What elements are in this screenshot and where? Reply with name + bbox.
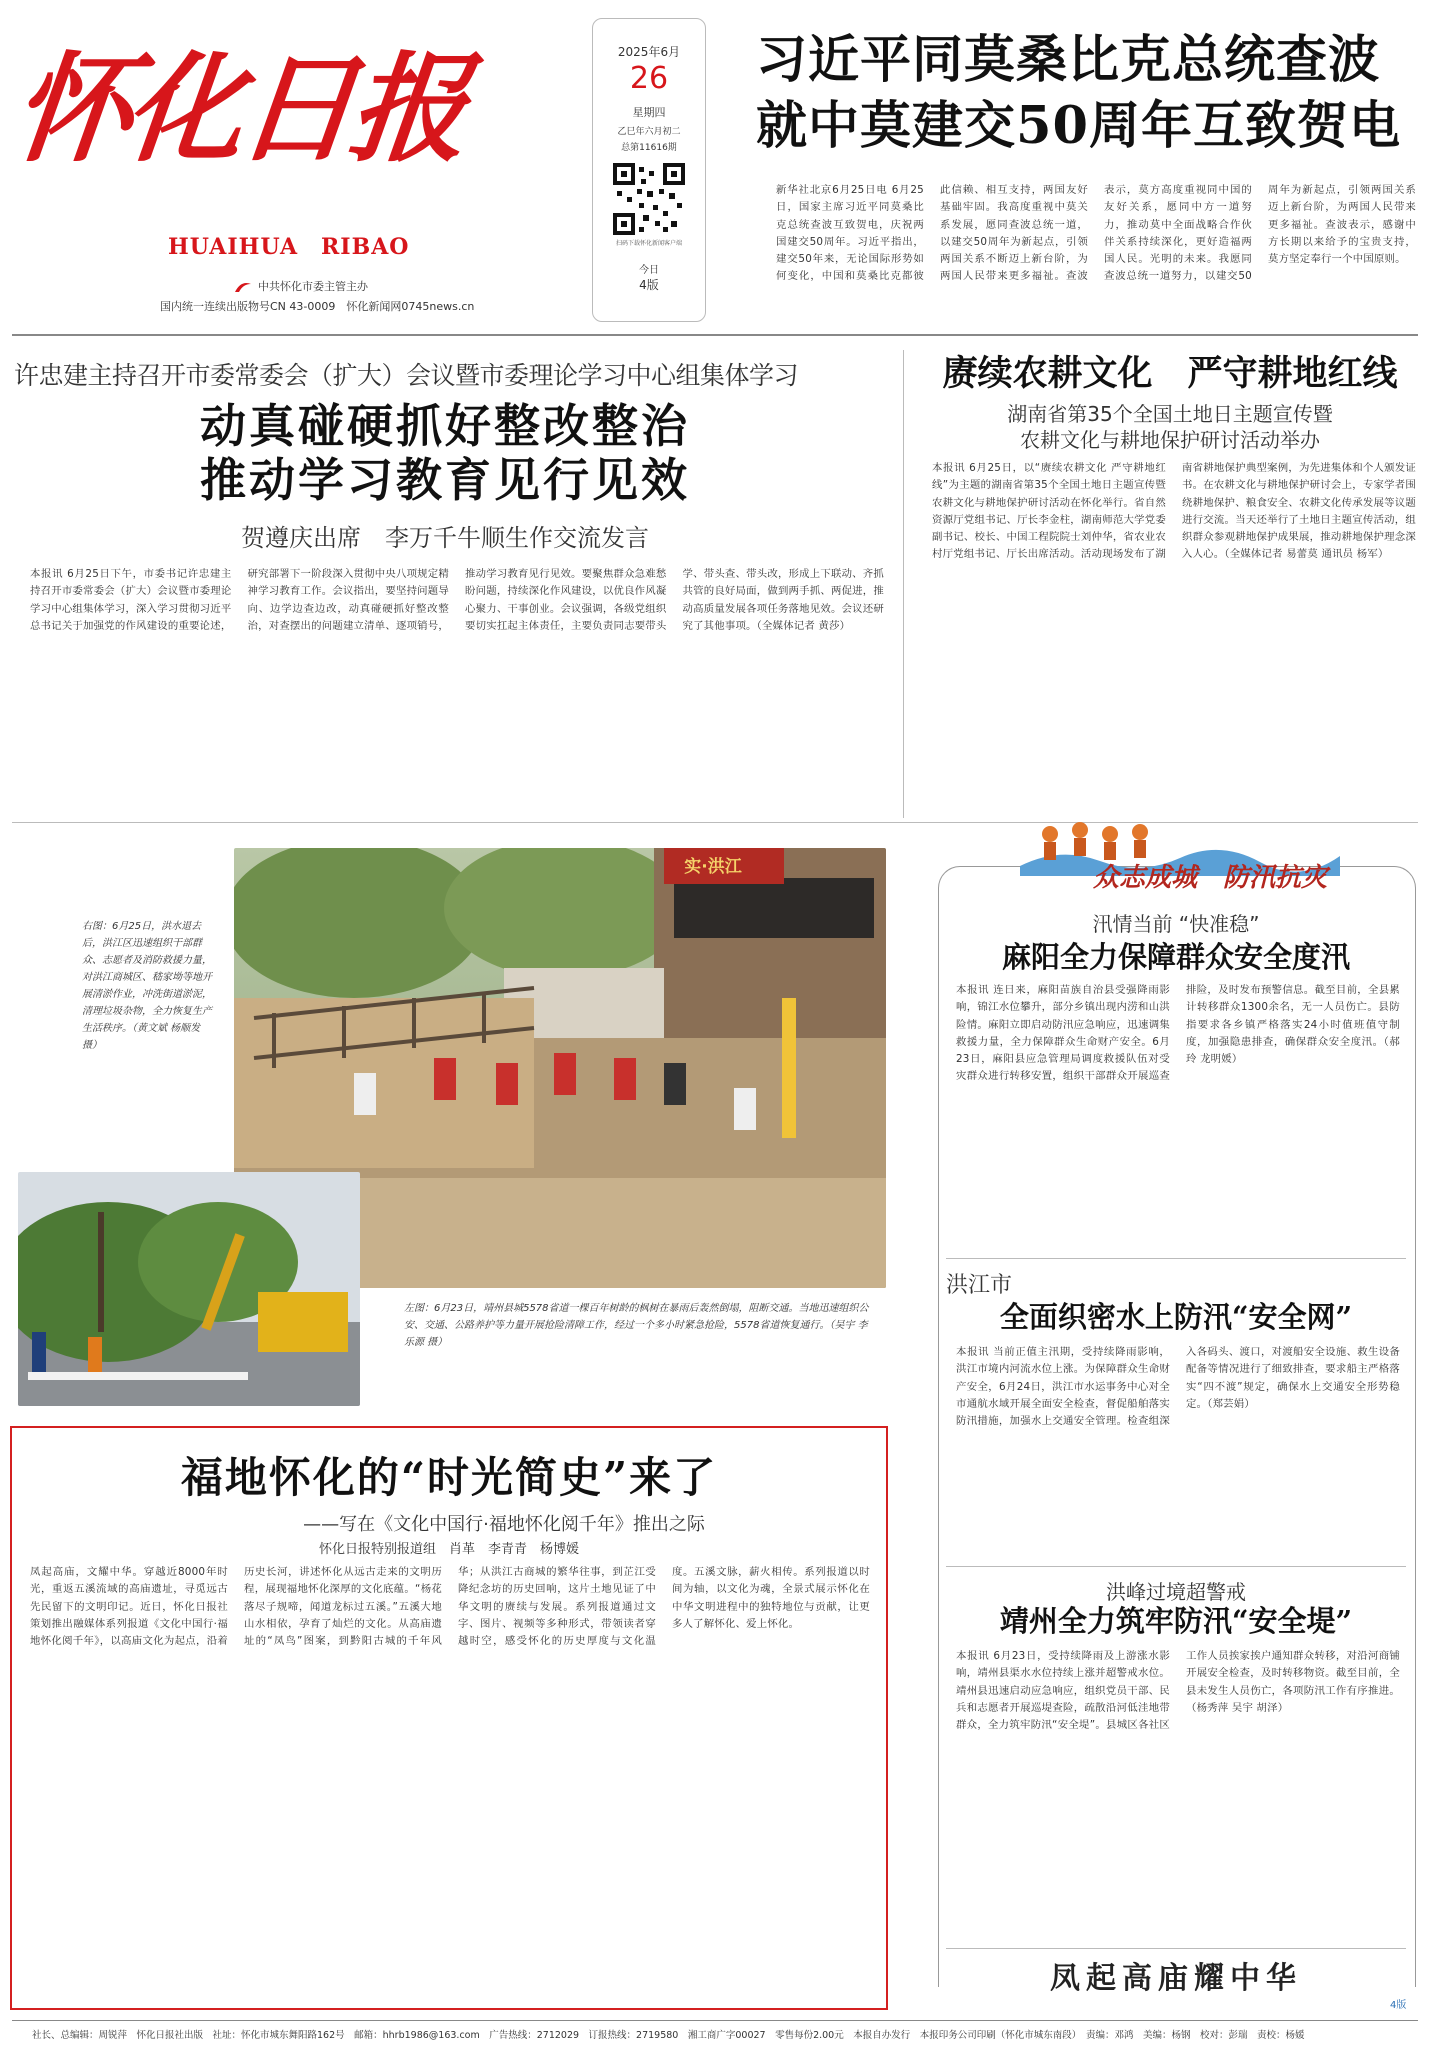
article-b-subhead-1: 湖南省第35个全国土地日主题宣传暨 — [1007, 402, 1333, 426]
lead-headline-1: 习近平同莫桑比克总统查波 — [756, 30, 1381, 90]
date-year-month: 2025年6月 — [617, 45, 681, 59]
qr-caption: 扫码下载怀化新闻客户端 — [615, 240, 682, 247]
divider — [903, 350, 904, 818]
date-weekday: 星期四 — [632, 106, 666, 119]
flood-3-headline: 靖州全力筑牢防汛“安全堤” — [999, 1604, 1353, 1638]
masthead-logo: 怀化日报 — [6, 39, 470, 178]
feature-headline: 福地怀化的“时光简史”来了 — [180, 1453, 718, 1502]
flood-1-body: 本报讯 连日来，麻阳苗族自治县受强降雨影响，锦江水位攀升，部分乡镇出现内涝和山洪险情。麻阳立即启动防汛应急响应，迅速调集救援力量，全力保障群众生命财产安全。6月23日，麻阳县应急管理局调度救援队伍对受灾群众进行转移安置，组织干部群众开展巡查排险，及时发布预警信息。截至目前，全县累计转移群众1300余名，无一人员伤亡。县防指要求各乡镇严格落实24小时值班值守制度，加强隐患排查，确保群众安全度汛。（郝玲 龙明媛） — [956, 984, 1400, 1083]
article-a-subhead: 贺遵庆出席 李万千牛顺生作交流发言 — [241, 524, 649, 552]
article-a-body: 本报讯 6月25日下午，市委书记许忠建主持召开市委常委会（扩大）会议暨市委理论学习中心组集体学习，深入学习贯彻习近平总书记关于加强党的作风建设的重要论述，研究部署下一阶段深入贯彻中央八项规定精神学习教育工作。会议指出，要坚持问题导向、边学边查边改，动真碰硬抓好整改整治，对查摆出的问题建立清单、逐项销号，推动学习教育见行见效。要聚焦群众急难愁盼问题，持续深化作风建设，以优良作风凝心聚力、干事创业。会议强调，各级党组织要切实扛起主体责任，主要负责同志要带头学、带头查、带头改，形成上下联动、齐抓共管的良好局面，做到两手抓、两促进，推动高质量发展各项任务落地见效。会议还研究了其他事项。（全媒体记者 黄莎） — [30, 568, 884, 632]
flood-3-body: 本报讯 6月23日，受持续降雨及上游涨水影响，靖州县渠水水位持续上涨并超警戒水位。靖州县迅速启动应急响应，组织党员干部、民兵和志愿者开展巡堤查险，疏散沿河低洼地带群众，全力筑牢防汛“安全堤”。县城区各社区工作人员挨家挨户通知群众转移，对沿河商铺开展安全检查，及时转移物资。截至目前，全县未发生人员伤亡，各项防汛工作有序推进。（杨秀萍 吴宇 胡泽） — [956, 1650, 1400, 1732]
photo-banner-sign: 实·洪江 — [668, 852, 758, 882]
date-lunar: 乙巳年六月初二 — [617, 127, 681, 137]
article-b-headline: 赓续农耕文化 严守耕地红线 — [942, 353, 1398, 394]
divider — [946, 1948, 1406, 1949]
today-label: 今日 — [639, 265, 659, 276]
feature-body: 凤起高庙，文耀中华。穿越近8000年时光，重返五溪流域的高庙遗址，寻觅远古先民留下的文明印记。近日，怀化日报社策划推出融媒体系列报道《文化中国行·福地怀化阅千年》，以高庙文化为起点，沿着历史长河，讲述怀化从远古走来的文明历程，展现福地怀化深厚的文化底蕴。“杨花落尽子规啼，闻道龙标过五溪。”五溪大地山水相依，孕育了灿烂的文化。从高庙遗址的“凤鸟”图案，到黔阳古城的千年风华；从洪江古商城的繁华往事，到芷江受降纪念坊的历史回响，这片土地见证了中华文明的赓续与发展。系列报道通过文字、图片、视频等多种形式，带领读者穿越时空，感受怀化的历史厚度与文化温度。五溪文脉，薪火相传。系列报道以时间为轴，以文化为魂，全景式展示怀化在中华文明进程中的独特地位与贡献，让更多人了解怀化、爱上怀化。 — [30, 1566, 870, 1648]
date-issue: 总第11616期 — [621, 143, 677, 153]
lead-headline-2: 就中莫建交50周年互致贺电 — [756, 96, 1401, 156]
today-pages: 4版 — [639, 278, 659, 292]
flood-1-kicker: 汛情当前 “快准稳” — [1092, 912, 1260, 936]
flood-3-kicker: 洪峰过境超警戒 — [1106, 1580, 1246, 1604]
photo-caption-left: 左图：6月23日，靖州县城5578省道一棵百年树龄的枫树在暴雨后轰然倒塌，阻断交通。当地迅速组织公安、交通、公路养护等力量开展抢险清障工作，经过一个多小时紧急抢险，5578省道恢复通行。（吴宇 李乐源 摄） — [404, 1303, 869, 1348]
flood-2-headline: 全面织密水上防汛“安全网” — [999, 1300, 1353, 1334]
feature-byline: 怀化日报特别报道组 肖革 李青青 杨博媛 — [318, 1542, 579, 1557]
article-b-body: 本报讯 6月25日，以“赓续农耕文化 严守耕地红线”为主题的湖南省第35个全国土地日主题宣传暨农耕文化与耕地保护研讨活动在怀化举行。省自然资源厅党组书记、厅长李金柱，湖南师范大学党委副书记、校长、中国工程院院士刘仲华，省农业农村厅党组书记、厅长出席活动。活动现场发布了湖南省耕地保护典型案例，为先进集体和个人颁发证书。在农耕文化与耕地保护研讨会上，专家学者围绕耕地保护、粮食安全、农耕文化传承发展等议题进行交流。当天还举行了土地日主题宣传活动，组织群众参观耕地保护成果展，推动耕地保护理念深入人心。（全媒体记者 易蕾莫 通讯员 杨军） — [932, 462, 1416, 561]
article-a-headline-1: 动真碰硬抓好整改整治 — [200, 399, 690, 453]
divider — [946, 1566, 1406, 1567]
lead-body: 新华社北京6月25日电 6月25日，国家主席习近平同莫桑比克总统查波互致贺电，庆祝两国建交50周年。习近平指出，建交50年来，无论国际形势如何变化，中国和莫桑比克都彼此信赖、相互支持，两国友好基础牢固。我高度重视中莫关系发展，愿同查波总统一道，以建交50周年为新起点，引领两国关系不断迈上新台阶，为两国人民带来更多福祉。查波表示，莫方高度重视同中国的友好关系，愿同中方一道努力，推动莫中全面战略合作伙伴关系持续深化，更好造福两国人民。光明的未来。我愿同查波总统一道努力，以建交50周年为新起点，引领两国关系迈上新台阶，为两国人民带来更多福祉。查波表示，感谢中方长期以来给予的宝贵支持，莫方坚定奉行一个中国原则。 — [776, 184, 1416, 283]
divider — [12, 334, 1418, 336]
bottom-page-ref: 4版 — [1390, 2000, 1407, 2011]
date-box — [592, 18, 706, 322]
masthead-publisher: 中共怀化市委主管主办 — [258, 280, 368, 293]
divider — [946, 1258, 1406, 1259]
article-a-headline-2: 推动学习教育见行见效 — [200, 453, 690, 507]
footer-imprint: 社长、总编辑：周锐萍 怀化日报社出版 社址：怀化市城东舞阳路162号 邮箱：hhrb1986@163.com 广告热线：2712029 订报热线：2719580 湘工商广字00027 零售每份2.00元 本报自办发行 本报印务公司印刷（怀化市城东南段） 责编：邓鸿 美编：杨钢 校对：彭瑞 责校：杨媛 — [32, 2030, 1305, 2041]
date-day: 26 — [629, 61, 669, 96]
flood-1-headline: 麻阳全力保障群众安全度汛 — [1001, 940, 1350, 974]
fallen-tree-photo — [18, 1172, 360, 1406]
article-b-subhead-2: 农耕文化与耕地保护研讨活动举办 — [1020, 428, 1320, 452]
flood-2-kicker: 洪江市 — [946, 1273, 1013, 1298]
bottom-slogan: 凤起高庙耀中华 — [1050, 1961, 1302, 1996]
masthead — [0, 0, 590, 313]
article-a-kicker: 许忠建主持召开市委常委会（扩大）会议暨市委理论学习中心组集体学习 — [14, 361, 799, 390]
flood-2-body: 本报讯 当前正值主汛期，受持续降雨影响，洪江市境内河流水位上涨。为保障群众生命财产安全，6月24日，洪江市水运事务中心对全市通航水域开展全面安全检查，督促船舶落实防汛措施，加强水上交通安全管理。检查组深入各码头、渡口，对渡船安全设施、救生设备配备等情况进行了细致排查，要求船主严格落实“四不渡”规定，确保水上交通安全形势稳定。（郑芸娟） — [956, 1346, 1400, 1428]
feature-subhead: ——写在《文化中国行·福地怀化阅千年》推出之际 — [303, 1514, 705, 1535]
divider — [12, 2020, 1418, 2021]
masthead-registration: 国内统一连续出版物号CN 43-0009 怀化新闻网0745news.cn — [160, 300, 475, 313]
qr-code-icon — [613, 163, 685, 235]
publisher-emblem-icon — [233, 279, 253, 293]
masthead-pinyin: HUAIHUA RIBAO — [168, 234, 410, 260]
photo-caption-right: 右图：6月25日，洪水退去后，洪江区迅速组织干部群众、志愿者及消防救援力量，对洪江商城区、嵇家坳等地开展清淤作业，冲洗街道淤泥，清理垃圾杂物，全力恢复生产生活秩序。（黄文斌 杨顺发 摄） — [82, 921, 212, 1051]
flood-banner-title: 众志成城 防汛抗灾 — [1092, 863, 1327, 893]
